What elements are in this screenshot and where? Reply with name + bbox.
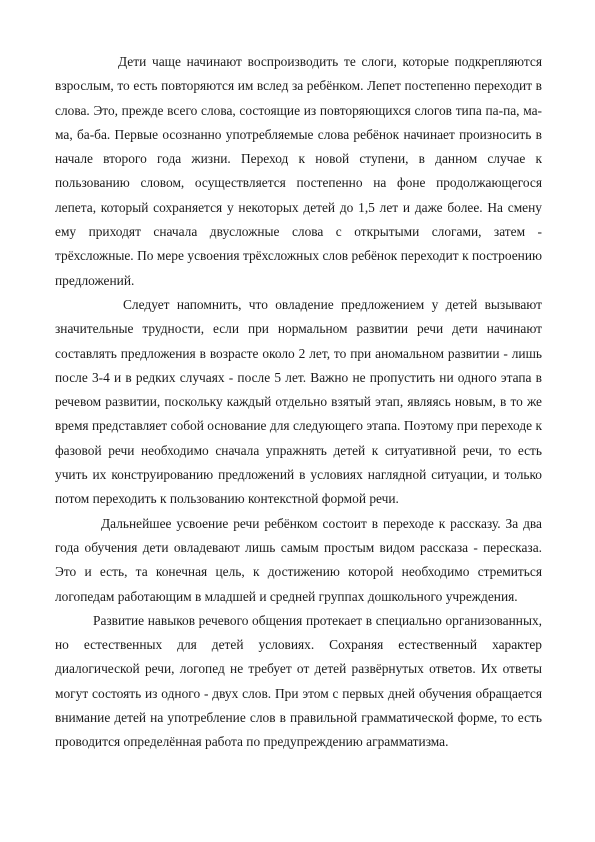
- paragraph-3: Дальнейшее усвоение речи ребёнком состоит в переходе к рассказу. За два года обучения дети овладевают лишь самым простым видом рассказа - пересказа. Это и есть, та конечная цель, к достижению которой необходимо стремиться логопедам работающим в младшей и средней группах дошкольного учреждения.: [55, 515, 542, 604]
- body-text: [55, 50, 542, 755]
- paragraph-2: Следует напомнить, что овладение предложением у детей вызывают значительные трудности, если при нормальном развитии речи дети начинают составлять предложения в возрасте около 2 лет, то при аномальном развитии - лишь после 3-4 и в редких случаях - после 5 лет. Важно не пропустить ни одного этапа в речевом развитии, поскольку каждый отдельно взятый этап, являясь новым, в то же время представляет собой основание для следующего этапа. Поэтому при переходе к фазовой речи необходимо сначала упражнять детей к ситуативной речи, то есть учить их конструированию предложений в условиях наглядной ситуации, и только потом переходить к пользованию контекстной формой речи.: [55, 296, 542, 507]
- paragraph-1: Дети чаще начинают воспроизводить те слоги, которые подкрепляются взрослым, то есть повторяются им вслед за ребёнком. Лепет постепенно переходит в слова. Это, прежде всего слова, состоящие из повторяющихся слогов типа па-па, ма-ма, ба-ба. Первые осознанно употребляемые слова ребёнок начинает произносить в начале второго года жизни. Переход к новой ступени, в данном случае к пользованию словом, осуществляется постепенно на фоне продолжающегося лепета, который сохраняется у некоторых детей до 1,5 лет и даже более. На смену ему приходят сначала двусложные слова с открытыми слогами, затем - трёхсложные. По мере усвоения трёхсложных слов ребёнок переходит к построению предложений.: [55, 54, 542, 288]
- paragraph-4: Развитие навыков речевого общения протекает в специально организованных, но естественных для детей условиях. Сохраняя естественный характер диалогической речи, логопед не требует от детей развёрнутых ответов. Их ответы могут состоять из одного - двух слов. При этом с первых дней обучения обращается внимание детей на употребление слов в правильной грамматической форме, то есть проводится определённая работа по предупреждению аграмматизма.: [55, 612, 542, 750]
